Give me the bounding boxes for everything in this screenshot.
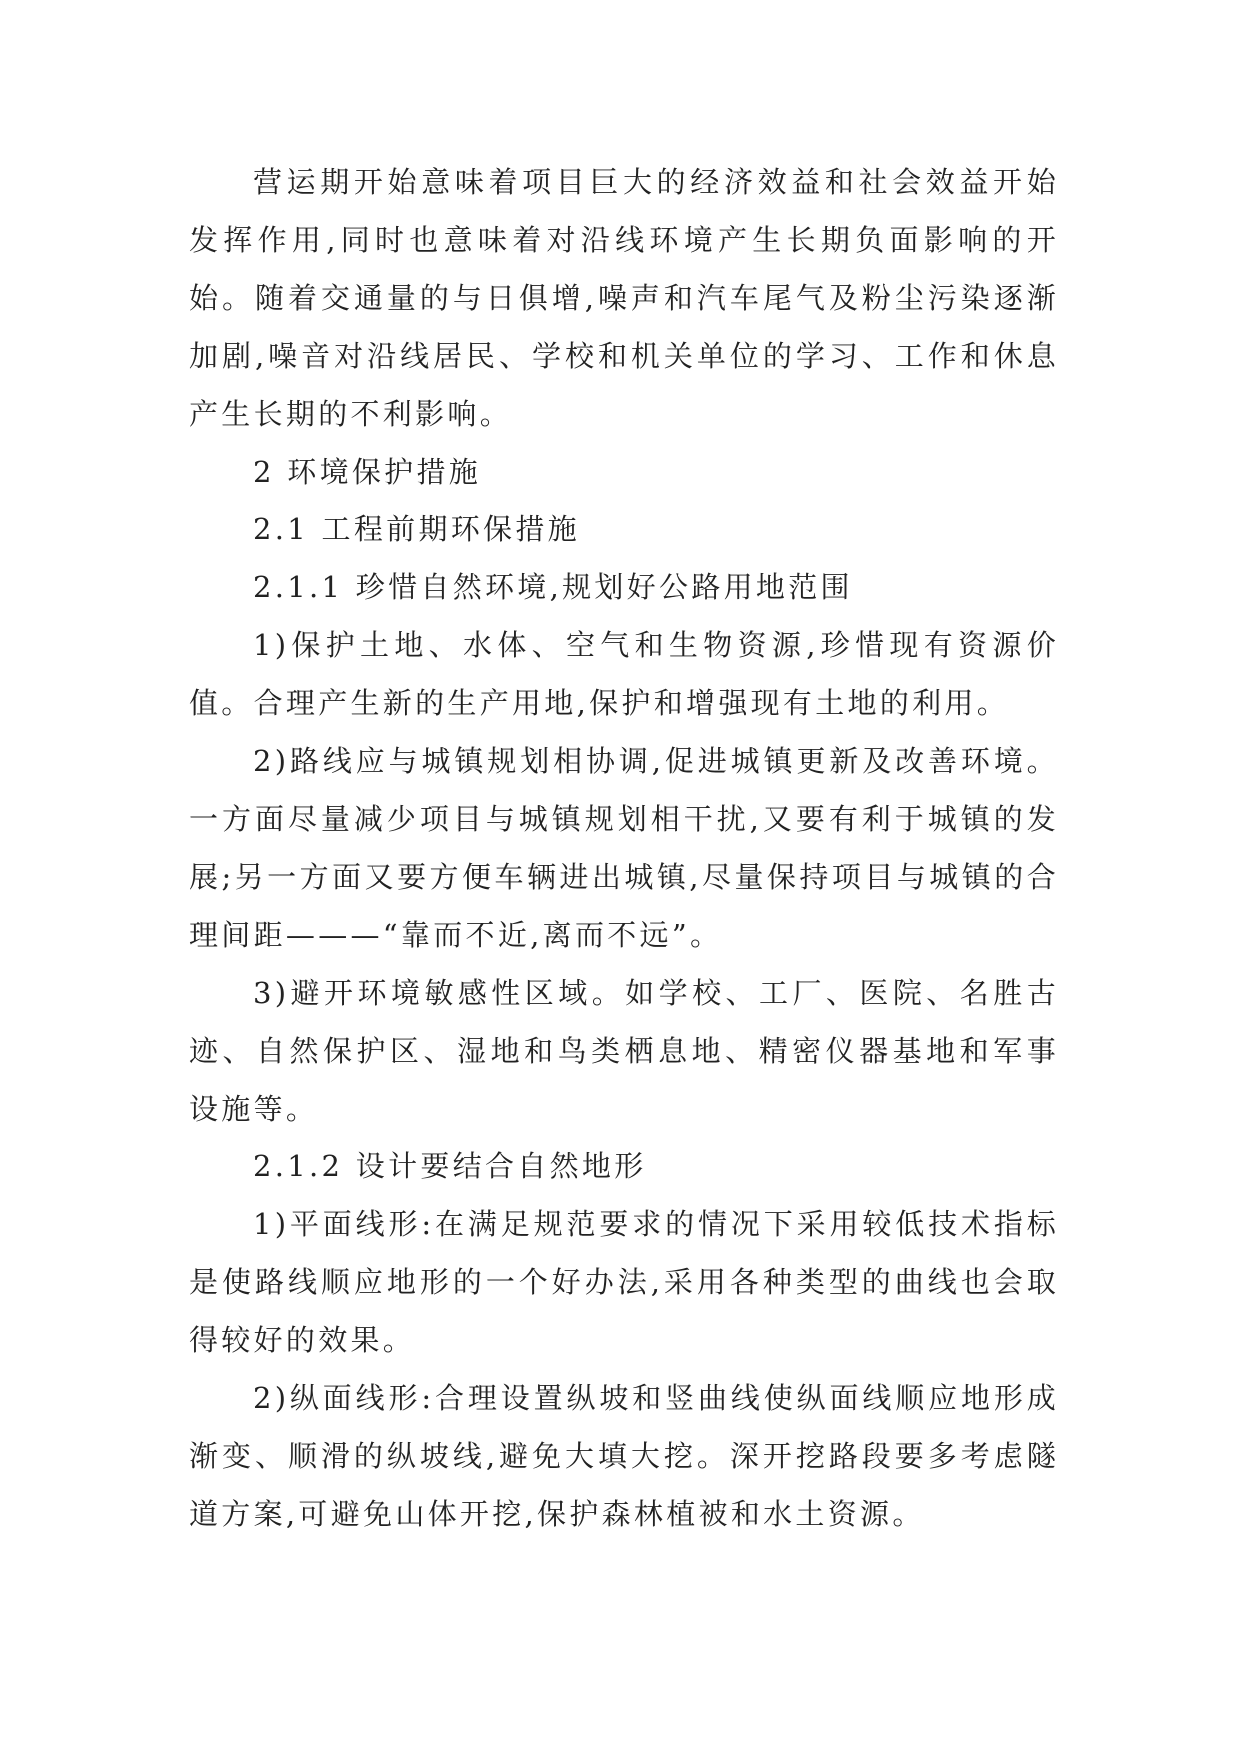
paragraph: 1)保护土地、水体、空气和生物资源,珍惜现有资源价值。合理产生新的生产用地,保护和增强现有土地的利用。: [189, 628, 1059, 721]
paragraph: 3)避开环境敏感性区域。如学校、工厂、医院、名胜古迹、自然保护区、湿地和鸟类栖息地、精密仪器基地和军事设施等。: [189, 975, 1059, 1126]
section-heading: 2 环境保护措施: [253, 454, 482, 489]
paragraph: 1)平面线形:在满足规范要求的情况下采用较低技术指标是使路线顺应地形的一个好办法,采用各种类型的曲线也会取得较好的效果。: [189, 1207, 1059, 1358]
subsubsection-heading: 2.1.1 珍惜自然环境,规划好公路用地范围: [253, 570, 853, 605]
subsubsection-heading: 2.1.2 设计要结合自然地形: [253, 1149, 647, 1184]
subsection-heading: 2.1 工程前期环保措施: [253, 512, 580, 547]
document-body: [189, 154, 1059, 1544]
paragraph: 营运期开始意味着项目巨大的经济效益和社会效益开始发挥作用,同时也意味着对沿线环境产生长期负面影响的开始。随着交通量的与日俱增,噪声和汽车尾气及粉尘污染逐渐加剧,噪音对沿线居民、学校和机关单位的学习、工作和休息产生长期的不利影响。: [189, 165, 1059, 431]
paragraph: 2)路线应与城镇规划相协调,促进城镇更新及改善环境。一方面尽量减少项目与城镇规划相干扰,又要有利于城镇的发展;另一方面又要方便车辆进出城镇,尽量保持项目与城镇的合理间距———“靠而不近,离而不远”。: [189, 744, 1059, 952]
paragraph: 2)纵面线形:合理设置纵坡和竖曲线使纵面线顺应地形成渐变、顺滑的纵坡线,避免大填大挖。深开挖路段要多考虑隧道方案,可避免山体开挖,保护森林植被和水土资源。: [189, 1381, 1059, 1531]
